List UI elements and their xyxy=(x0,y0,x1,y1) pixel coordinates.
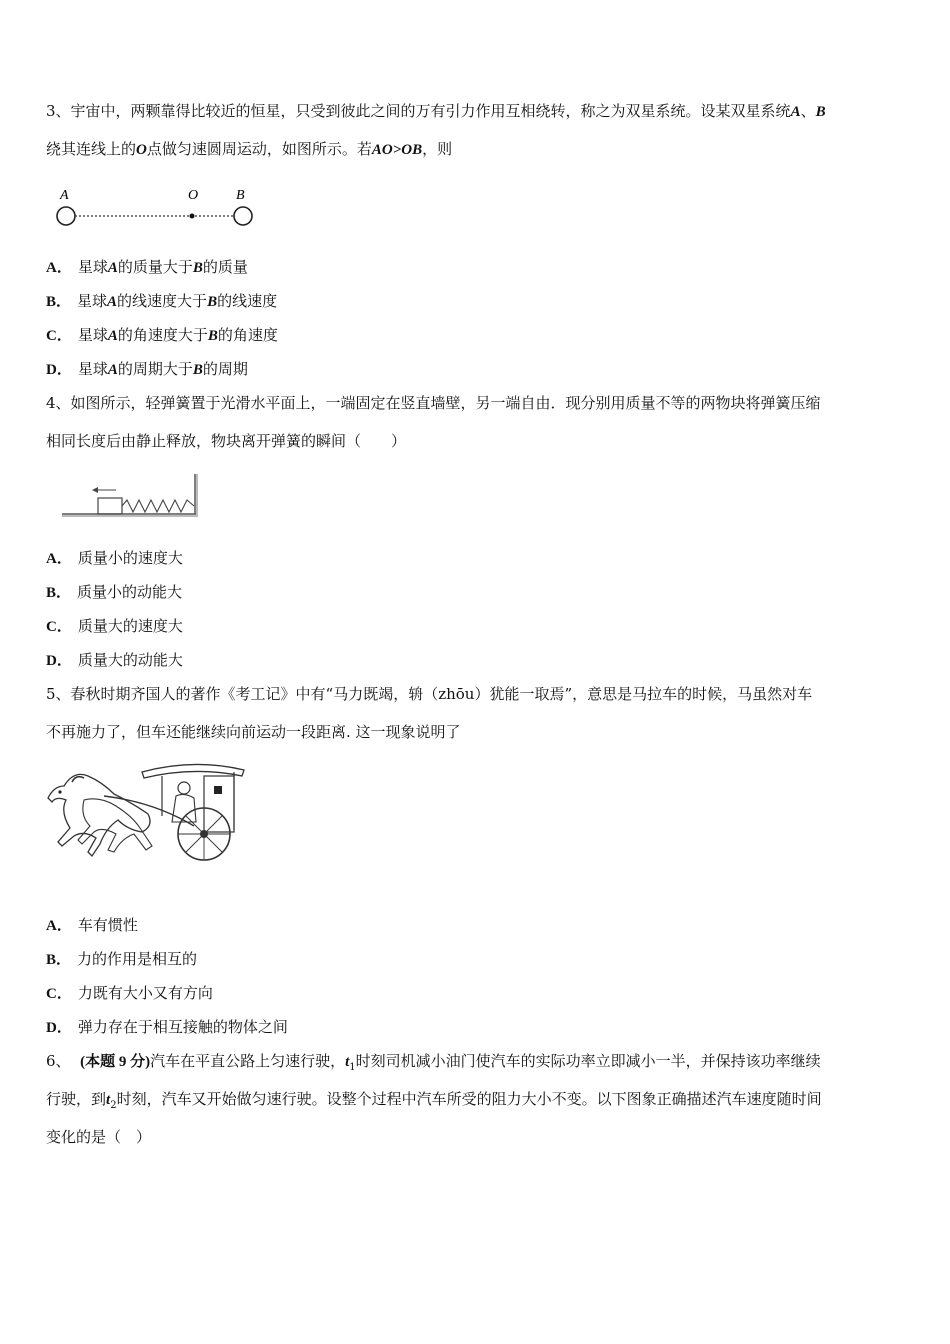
q4-option-a[interactable]: A． 质量小的速度大 xyxy=(46,549,183,567)
center-point-o xyxy=(190,214,195,219)
q3-option-a[interactable]: A． 星球A的质量大于B的质量 xyxy=(46,258,248,276)
q4-option-c[interactable]: C． 质量大的速度大 xyxy=(46,617,183,635)
arrow-left-icon xyxy=(92,487,98,493)
figure-label-b: B xyxy=(236,188,245,203)
q3-option-d[interactable]: D． 星球A的周期大于B的周期 xyxy=(46,360,248,378)
q3-option-b[interactable]: B． 星球A的线速度大于B的线速度 xyxy=(46,292,278,310)
star-a-circle xyxy=(57,207,75,225)
spring-block-figure xyxy=(58,470,206,522)
figure-label-a: A xyxy=(60,188,69,203)
horse-mane xyxy=(72,777,84,782)
q6-stem-line-2: 行驶，到$t_2$时刻，汽车又开始做匀速行驶。设整个过程中汽车所受的阻力大小不变。以下图象正确描述汽车速度随时间 xyxy=(46,1090,822,1111)
binary-star-figure xyxy=(50,184,265,230)
horse-eye xyxy=(58,790,61,793)
q5-stem-line-1: 5、春秋时期齐国人的著作《考工记》中有“马力既竭，辀（zhōu）犹能一取焉”，意思是马拉车的时候，马虽然对车 xyxy=(46,685,813,703)
q5-option-b[interactable]: B． 力的作用是相互的 xyxy=(46,950,198,968)
spring xyxy=(122,500,194,512)
q5-stem-line-2: 不再施力了，但车还能继续向前运动一段距离. 这一现象说明了 xyxy=(46,723,461,741)
q5-option-d[interactable]: D． 弹力存在于相互接触的物体之间 xyxy=(46,1018,288,1036)
cabin-window xyxy=(214,786,222,794)
figure-label-o: O xyxy=(188,188,199,203)
q6-stem-line-3: 变化的是（ ） xyxy=(46,1128,152,1146)
star-b-circle xyxy=(234,207,252,225)
chariot-cabin xyxy=(204,776,234,832)
q4-stem-line-2: 相同长度后由静止释放，物块离开弹簧的瞬间（ ） xyxy=(46,432,407,450)
q4-stem-line-1: 4、如图所示，轻弹簧置于光滑水平面上，一端固定在竖直墙壁，另一端自由．现分别用质量不等的两物块将弹簧压缩 xyxy=(46,394,821,412)
horse-front xyxy=(48,774,150,856)
q5-option-c[interactable]: C． 力既有大小又有方向 xyxy=(46,984,213,1002)
q3-option-c[interactable]: C． 星球A的角速度大于B的角速度 xyxy=(46,326,278,344)
horse-back xyxy=(78,799,152,852)
q5-option-a[interactable]: A． 车有惯性 xyxy=(46,916,138,934)
horse-chariot-figure xyxy=(44,756,249,868)
q3-stem-line-1: 3、宇宙中，两颗靠得比较近的恒星，只受到彼此之间的万有引力作用互相绕转，称之为双星系统。设某双星系统A、B xyxy=(46,102,826,120)
q3-stem-line-2: 绕其连线上的O点做匀速圆周运动，如图所示。若AO>OB，则 xyxy=(46,140,453,158)
q4-option-d[interactable]: D． 质量大的动能大 xyxy=(46,651,183,669)
driver-head xyxy=(178,782,190,794)
q4-option-b[interactable]: B． 质量小的动能大 xyxy=(46,583,183,601)
q6-stem-line-1: 6、 (本题 9 分)汽车在平直公路上匀速行驶，$t_1$时刻司机减小油门使汽车的实际功率立即减小一半，并保持该功率继续 xyxy=(46,1052,821,1073)
block xyxy=(98,498,122,514)
